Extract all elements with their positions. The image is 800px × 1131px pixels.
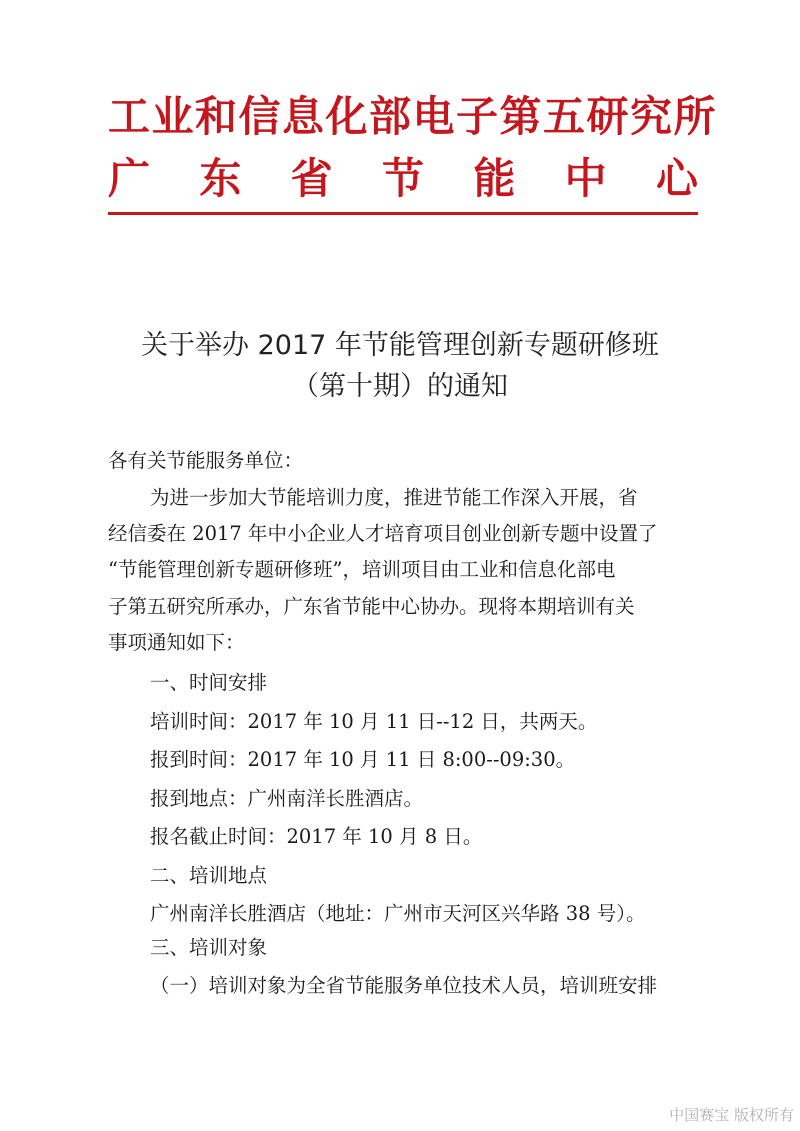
letterhead-char: 省 <box>290 154 333 203</box>
section-heading-schedule: 一、时间安排 <box>150 671 268 694</box>
schedule-line: 报名截止时间：2017 年 10 月 8 日。 <box>150 825 483 848</box>
letterhead-char: 广 <box>108 154 151 203</box>
intro-line: “节能管理创新专题研修班”，培训项目由工业和信息化部电 <box>108 558 616 581</box>
salutation: 各有关节能服务单位： <box>108 449 304 472</box>
intro-line: 事项通知如下： <box>108 631 245 654</box>
intro-line: 经信委在 2017 年中小企业人才培育项目创业创新专题中设置了 <box>108 522 658 545</box>
section-heading-audience: 三、培训对象 <box>150 936 268 959</box>
intro-line: 子第五研究所承办，广东省节能中心协办。现将本期培训有关 <box>108 595 635 618</box>
document-title-line-1: 关于举办 2017 年节能管理创新专题研修班 <box>141 330 659 361</box>
location-line: 广州南洋长胜酒店（地址：广州市天河区兴华路 38 号）。 <box>150 902 646 925</box>
letterhead-char: 东 <box>199 154 242 203</box>
letterhead-char: 心 <box>655 154 698 203</box>
letterhead-char: 能 <box>473 154 516 203</box>
document-title-line-2: （第十期）的通知 <box>292 371 508 402</box>
audience-line: （一）培训对象为全省节能服务单位技术人员，培训班安排 <box>150 974 658 997</box>
section-heading-location: 二、培训地点 <box>150 864 268 887</box>
schedule-line: 报到地点：广州南洋长胜酒店。 <box>150 787 424 810</box>
schedule-line: 培训时间：2017 年 10 月 11 日--12 日，共两天。 <box>150 710 598 733</box>
copyright-watermark: 中国赛宝 版权所有 <box>669 1106 794 1124</box>
letterhead-char: 节 <box>381 154 424 203</box>
schedule-line: 报到时间：2017 年 10 月 11 日 8:00--09:30。 <box>150 748 576 771</box>
letterhead-divider <box>108 212 698 215</box>
intro-line: 为进一步加大节能培训力度，推进节能工作深入开展，省 <box>150 486 638 509</box>
letterhead-institute-name: 工业和信息化部电子第五研究所 <box>108 92 718 141</box>
letterhead-center-name <box>108 154 698 203</box>
letterhead-char: 中 <box>564 154 607 203</box>
